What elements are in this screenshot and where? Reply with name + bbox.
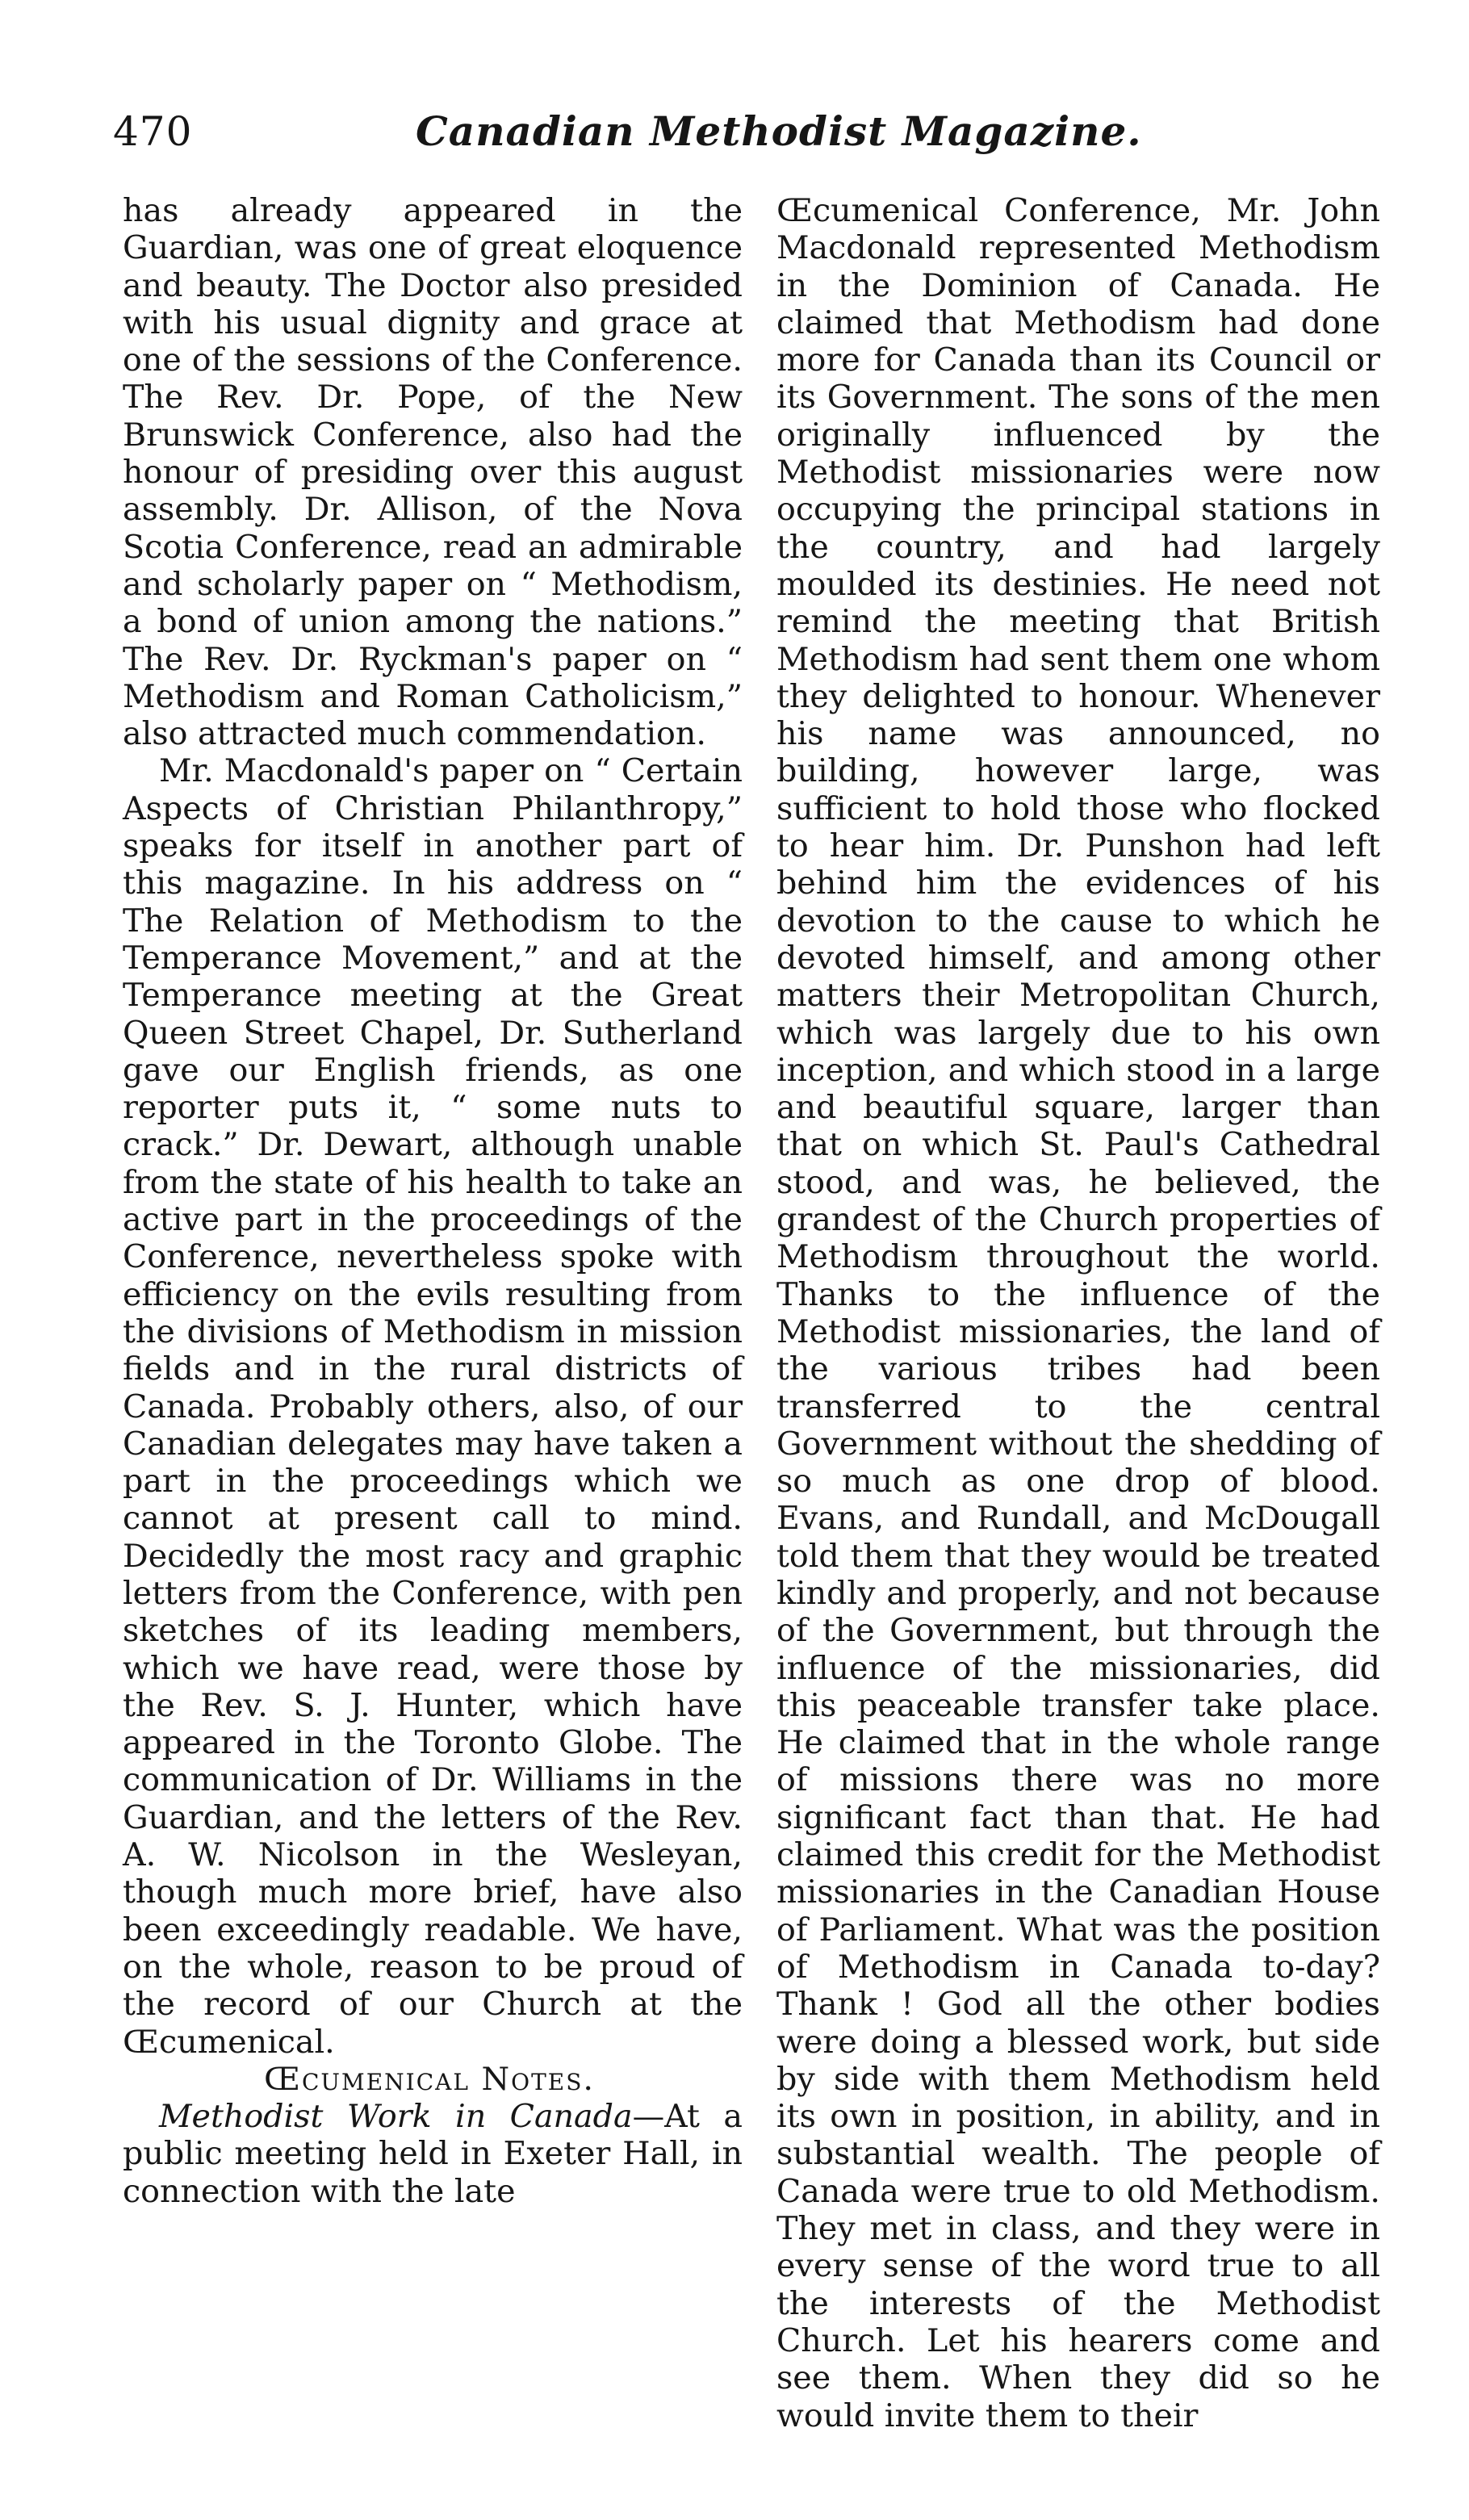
left-column (123, 192, 743, 2210)
right-column (776, 192, 1380, 2434)
page-header (113, 103, 1372, 168)
paragraph-lead-in: Methodist Work in Canada (159, 2098, 633, 2136)
left-paragraph-1: has already appeared in the Guardian, was one of great eloquence and beauty. The Doctor also presided with his usual dignity and grace at one of the sessions of the Conference. The Rev. Dr. Pope, of the New Brunswick Conference, also had the honour of presiding over this august assembly. Dr. Allison, of the Nova Scotia Conference, read an admirable and scholarly paper on “ Methodism, a bond of union among the nations.” The Rev. Dr. Ryckman's paper on “ Methodism and Roman Catholicism,” also attracted much commendation. (123, 192, 743, 753)
left-paragraph-3 (123, 2098, 743, 2210)
paragraph-body: —At a public meeting held in Exeter Hall, in connection with the late (123, 2098, 743, 2210)
right-paragraph-1: Œcumenical Conference, Mr. John Macdonald represented Methodism in the Dominion of Canada. He claimed that Methodism had done more for Canada than its Council or its Government. The sons of the men originally influenced by the Methodist missionaries were now occupying the principal stations in the country, and had largely moulded its destinies. He need not remind the meeting that British Methodism had sent them one whom they delighted to honour. Whenever his name was announced, no building, however large, was sufficient to hold those who flocked to hear him. Dr. Punshon had left behind him the evidences of his devotion to the cause to which he devoted himself, and among other matters their Metropolitan Church, which was largely due to his own inception, and which stood in a large and beautiful square, larger than that on which St. Paul's Cathedral stood, and was, he believed, the grandest of the Church properties of Methodism throughout the world. Thanks to the influence of the Methodist missionaries, the land of the various tribes had been transferred to the central Government without the shedding of so much as one drop of blood. Evans, and Rundall, and McDougall told them that they would be treated kindly and properly, and not because of the Government, but through the influence of the missionaries, did this peaceable transfer take place. He claimed that in the whole range of missions there was no more significant fact than that. He had claimed this credit for the Methodist missionaries in the Canadian House of Parliament. What was the position of Methodism in Canada to-day? Thank ! God all the other bodies were doing a blessed work, but side by side with them Methodism held its own in position, in ability, and in substantial wealth. The people of Canada were true to old Methodism. They met in class, and they were in every sense of the word true to all the interests of the Methodist Church. Let his hearers come and see them. When they did so he would invite them to their (776, 192, 1380, 2434)
left-paragraph-2: Mr. Macdonald's paper on “ Certain Aspects of Christian Philanthropy,” speaks for itself in another part of this magazine. In his address on “ The Relation of Methodism to the Temperance Movement,” and at the Temperance meeting at the Great Queen Street Chapel, Dr. Sutherland gave our English friends, as one reporter puts it, “ some nuts to crack.” Dr. Dewart, although unable from the state of his health to take an active part in the proceedings of the Conference, nevertheless spoke with efficiency on the evils resulting from the divisions of Methodism in mission fields and in the rural districts of Canada. Probably others, also, of our Canadian delegates may have taken a part in the proceedings which we cannot at present call to mind. Decidedly the most racy and graphic letters from the Conference, with pen sketches of its leading members, which we have read, were those by the Rev. S. J. Hunter, which have appeared in the Toronto Globe. The communication of Dr. Williams in the Guardian, and the letters of the Rev. A. W. Nicolson in the Wesleyan, though much more brief, have also been exceedingly readable. We have, on the whole, reason to be proud of the record of our Church at the Œcumenical. (123, 752, 743, 2061)
running-title: Canadian Methodist Magazine. (416, 107, 1142, 155)
page-number: 470 (113, 108, 193, 155)
section-heading: Œcumenical Notes. (264, 2060, 595, 2098)
